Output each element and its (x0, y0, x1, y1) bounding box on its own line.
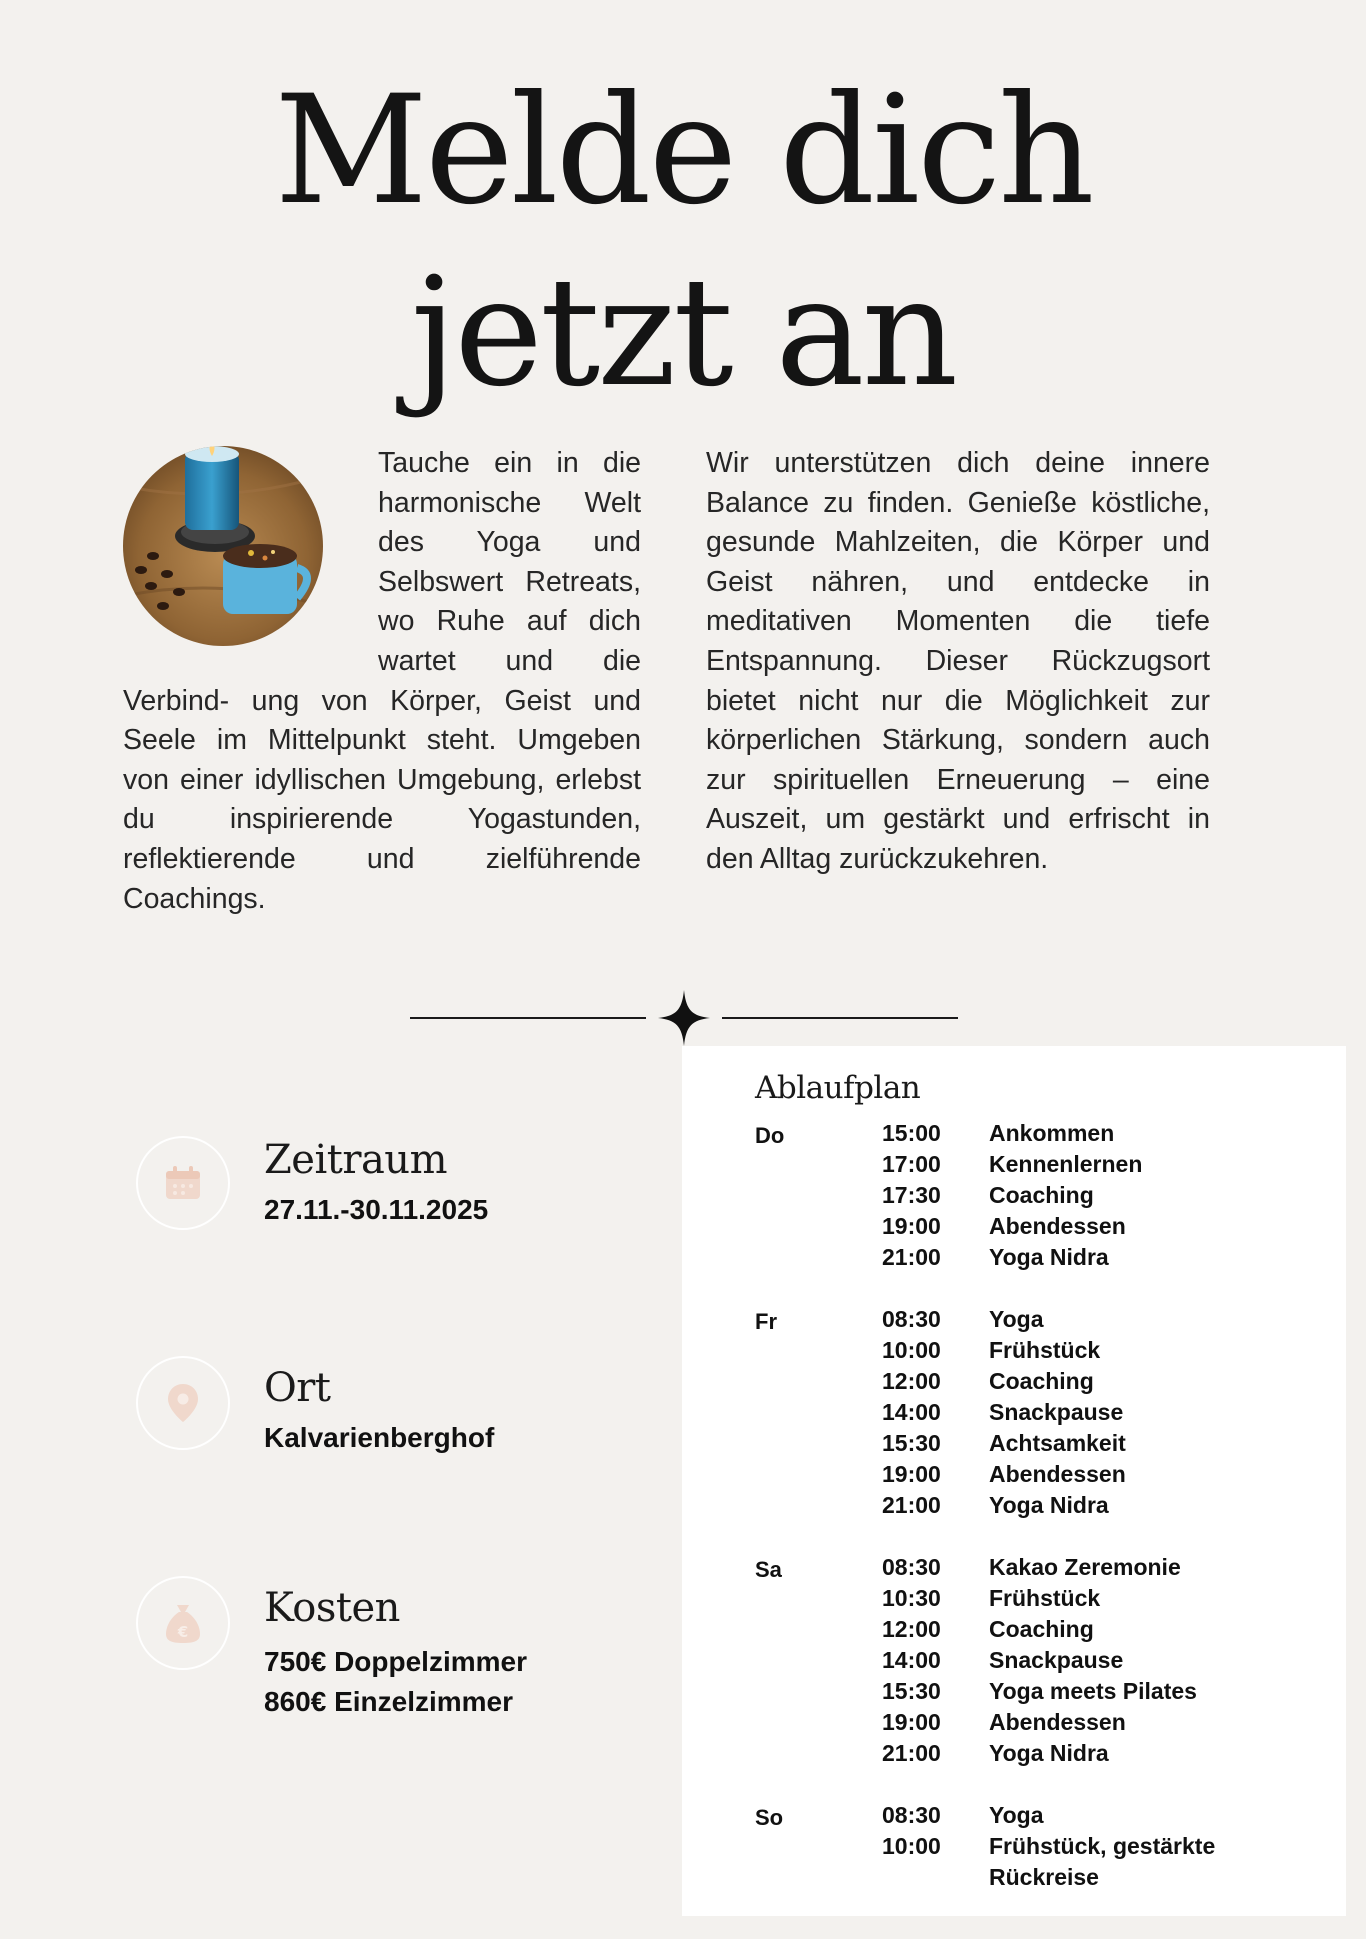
schedule-entry (755, 1242, 1335, 1273)
schedule-entry (755, 1335, 1335, 1366)
schedule-entry (755, 1490, 1335, 1521)
zeitraum-title: Zeitraum (264, 1137, 447, 1183)
schedule-entry (755, 1459, 1335, 1490)
zeitraum-value: 27.11.-30.11.2025 (264, 1194, 489, 1225)
svg-text:€: € (177, 1623, 189, 1641)
page-title-line-2: jetzt an (410, 246, 956, 420)
schedule-entry-time: 15:00 (882, 1120, 941, 1146)
schedule-entry-time: 08:30 (882, 1802, 941, 1828)
schedule-entry (755, 1211, 1335, 1242)
schedule-entry (755, 1645, 1335, 1676)
schedule-entry-time: 10:30 (882, 1585, 941, 1611)
schedule-entry-activity: Coaching (989, 1616, 1094, 1642)
schedule-day-label: Fr (755, 1309, 777, 1334)
page-title-line-1: Melde dich (274, 64, 1092, 238)
schedule-entry-activity: Yoga (989, 1306, 1044, 1332)
schedule-entry-activity: Abendessen (989, 1709, 1126, 1735)
schedule-entry-time: 17:00 (882, 1151, 941, 1177)
schedule-entry-activity: Abendessen (989, 1461, 1126, 1487)
ort-title: Ort (264, 1365, 331, 1411)
schedule-entry-activity: Yoga meets Pilates (989, 1678, 1197, 1704)
candle-and-cacao-cup-photo (123, 446, 323, 646)
schedule-entry (755, 1118, 1335, 1149)
schedule-entry (755, 1707, 1335, 1738)
location-pin-icon (136, 1356, 230, 1450)
schedule-day (755, 1118, 1335, 1273)
kosten-value-single: 860€ Einzelzimmer (264, 1686, 514, 1717)
schedule-day-label: So (755, 1805, 784, 1830)
schedule-entry-time: 19:00 (882, 1461, 941, 1487)
schedule-entry (755, 1800, 1335, 1831)
intro-left-text: Tauche ein in die harmonische Welt des Yoga und Selbswert Retreats, wo Ruhe auf dich wartet und die Verbind- ung von Körper, Geist und Seele im Mittelpunkt steht. Umgeben von einer idyllischen Umgebung, erlebst du inspirierende Yogastunden, reflektierende und zielführende Coachings. (123, 447, 641, 915)
four-point-star-icon (658, 990, 710, 1046)
schedule-day (755, 1304, 1335, 1521)
schedule-entry-time: 19:00 (882, 1709, 941, 1735)
schedule-entry (755, 1614, 1335, 1645)
schedule-entry-time: 08:30 (882, 1554, 941, 1580)
schedule-entry-time: 21:00 (882, 1492, 941, 1518)
schedule-body (755, 1118, 1335, 1924)
page-title (0, 60, 1366, 424)
schedule-entry (755, 1180, 1335, 1211)
info-kosten (136, 1576, 696, 1726)
ort-value: Kalvarienberghof (264, 1422, 495, 1453)
schedule-entry (755, 1552, 1335, 1583)
schedule-entry-time: 12:00 (882, 1616, 941, 1642)
schedule-entry-activity: Snackpause (989, 1399, 1124, 1425)
schedule-entry-time: 12:00 (882, 1368, 941, 1394)
schedule-entry-time: 10:00 (882, 1833, 941, 1859)
schedule-entry-activity: Frühstück (989, 1585, 1101, 1611)
schedule-entry-activity: Achtsamkeit (989, 1430, 1126, 1456)
schedule-entry-activity: Yoga Nidra (989, 1492, 1109, 1518)
calendar-icon (136, 1136, 230, 1230)
schedule-day (755, 1552, 1335, 1769)
schedule-entry (755, 1428, 1335, 1459)
schedule-entry-time: 14:00 (882, 1399, 941, 1425)
kosten-value-double: 750€ Doppelzimmer (264, 1646, 527, 1677)
schedule-entry-activity: Rückreise (989, 1864, 1099, 1890)
schedule-entry-activity: Frühstück, gestärkte (989, 1833, 1216, 1859)
schedule-entry-activity: Frühstück (989, 1337, 1101, 1363)
schedule-entry-time: 15:30 (882, 1430, 941, 1456)
schedule-entry-activity: Kennenlernen (989, 1151, 1143, 1177)
schedule-entry-time: 14:00 (882, 1647, 941, 1673)
schedule-entry-activity: Coaching (989, 1182, 1094, 1208)
schedule-day (755, 1800, 1335, 1893)
schedule-entry-activity: Ankommen (989, 1120, 1115, 1146)
info-ort (136, 1356, 696, 1466)
schedule-entry (755, 1149, 1335, 1180)
schedule-entry-activity: Coaching (989, 1368, 1094, 1394)
schedule-entry-time: 15:30 (882, 1678, 941, 1704)
schedule-entry-time: 10:00 (882, 1337, 941, 1363)
schedule-entry (755, 1397, 1335, 1428)
intro-left-column (123, 444, 641, 919)
schedule-entry (755, 1676, 1335, 1707)
schedule-entry-time: 21:00 (882, 1740, 941, 1766)
schedule-entry-activity: Yoga (989, 1802, 1044, 1828)
euro-money-bag-icon (136, 1576, 230, 1670)
schedule-entry (755, 1304, 1335, 1335)
schedule-entry-time: 17:30 (882, 1182, 941, 1208)
schedule-entry (755, 1738, 1335, 1769)
kosten-title: Kosten (264, 1585, 400, 1631)
schedule-day-label: Sa (755, 1557, 782, 1582)
schedule-entry-activity: Snackpause (989, 1647, 1124, 1673)
schedule-entry (755, 1583, 1335, 1614)
schedule-entry (755, 1831, 1335, 1862)
schedule-entry-time: 19:00 (882, 1213, 941, 1239)
schedule-entry-time: 08:30 (882, 1306, 941, 1332)
info-zeitraum (136, 1136, 696, 1246)
schedule-entry-activity: Yoga Nidra (989, 1740, 1109, 1766)
schedule-day-label: Do (755, 1123, 785, 1148)
schedule-entry (755, 1862, 1335, 1893)
intro-right-text: Wir unterstützen dich deine innere Balance zu finden. Genieße köstliche, gesunde Mahlzeiten, die Körper und Geist nähren, und entdecke in meditativen Momenten die tiefe Entspannung. Dieser Rückzugsort bietet nicht nur die Möglichkeit zur körperlichen Stärkung, sondern auch zur spirituellen Erneuerung – eine Auszeit, um gestärkt und erfrischt in den Alltag zurückzukehren. (706, 447, 1210, 875)
schedule-entry-activity: Abendessen (989, 1213, 1126, 1239)
schedule-title: Ablaufplan (755, 1070, 921, 1106)
schedule-entry (755, 1366, 1335, 1397)
schedule-entry-activity: Yoga Nidra (989, 1244, 1109, 1270)
schedule-panel (682, 1046, 1346, 1916)
schedule-entry-activity: Kakao Zeremonie (989, 1554, 1181, 1580)
schedule-entry-time: 21:00 (882, 1244, 941, 1270)
